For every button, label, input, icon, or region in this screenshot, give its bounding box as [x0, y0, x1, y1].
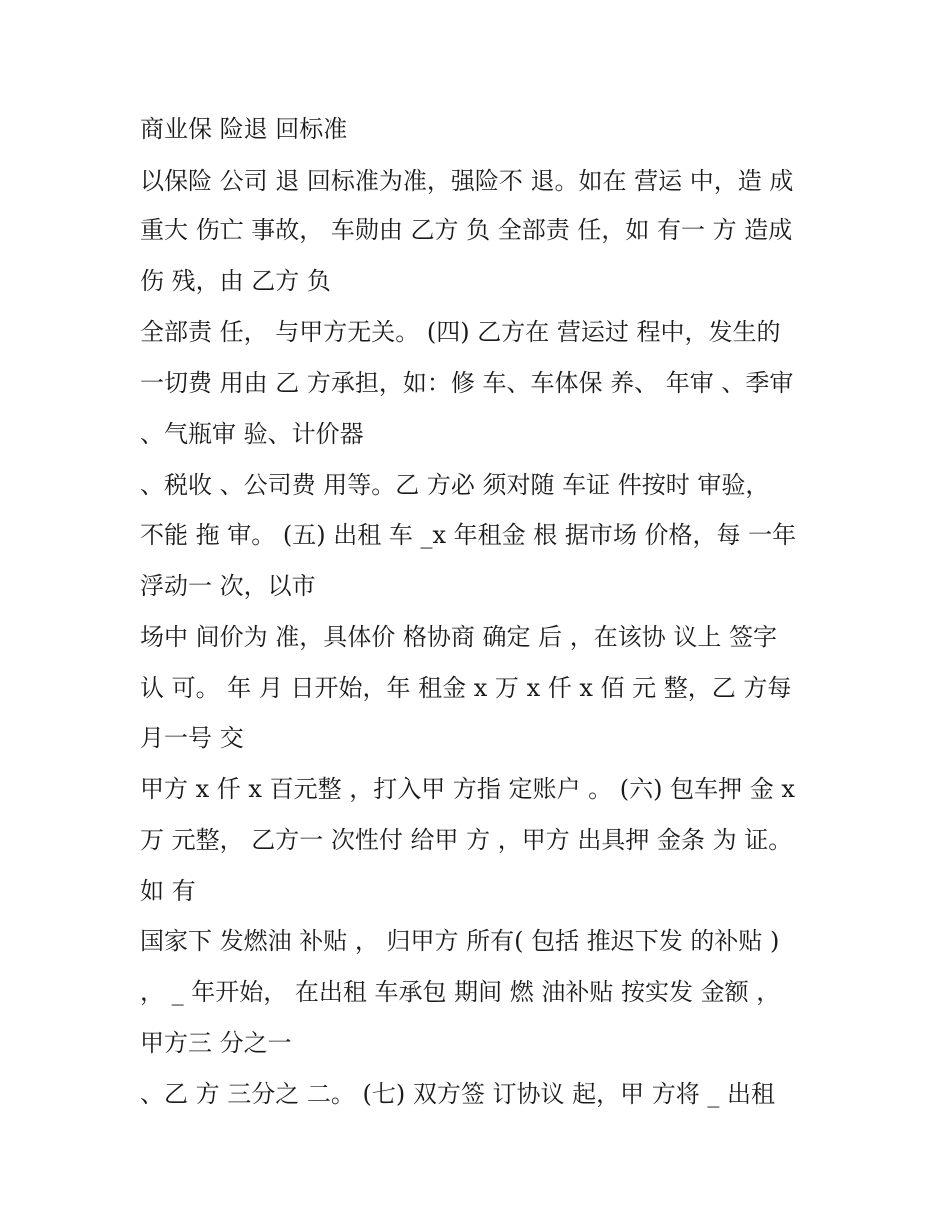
text-line: 不能 拖 审。 (五) 出租 车 _x 年租金 根 据市场 价格，每 一年	[140, 521, 797, 549]
text-line: 万 元整， 乙方一 次性付 给甲 方 ，甲方 出具押 金条 为 证。	[140, 826, 793, 854]
text-line: 认 可。 年 月 日开始，年 租金 x 万 x 仟 x 佰 元 整，乙 方每	[140, 674, 792, 702]
text-line: 、税收 、公司费 用等。乙 方必 须对随 车证 件按时 审验，	[140, 471, 770, 499]
text-line: 甲方三 分之一	[140, 1029, 292, 1057]
text-line: ， _ 年开始， 在出租 车承包 期间 燃 油补贴 按实发 金额 ，	[140, 978, 781, 1006]
text-line: 场中 间价为 准，具体价 格协商 确定 后 ，在该协 议上 签字	[140, 623, 778, 651]
text-line: 月一号 交	[140, 724, 244, 752]
text-line: 伤 残，由 乙方 负	[140, 267, 331, 295]
text-line: 商业保 险退 回标准	[140, 115, 348, 143]
text-line: 、气瓶审 验、计价器	[140, 420, 364, 448]
text-line: 重大 伤亡 事故， 车勋由 乙方 负 全部责 任，如 有一 方 造成	[140, 216, 793, 244]
text-line: 国家下 发燃油 补贴 ， 归甲方 所有( 包括 推迟下发 的补贴 )	[140, 927, 780, 955]
text-line: 一切费 用由 乙 方承担，如：修 车、车体保 养、 年审 、季审	[140, 369, 794, 397]
text-line: 浮动一 次，以市	[140, 572, 316, 600]
text-line: 如 有	[140, 877, 196, 905]
text-line: 、乙 方 三分之 二。 (七) 双方签 订协议 起，甲 方将 _ 出租	[140, 1080, 776, 1108]
text-line: 以保险 公司 退 回标准为准，强险不 退。如在 营运 中，造 成	[140, 167, 794, 195]
text-line: 全部责 任， 与甲方无关。 (四) 乙方在 营运过 程中，发生的	[140, 318, 781, 346]
text-line: 甲方 x 仟 x 百元整 ，打入甲 方指 定账户 。 (六) 包车押 金 x	[140, 775, 795, 803]
